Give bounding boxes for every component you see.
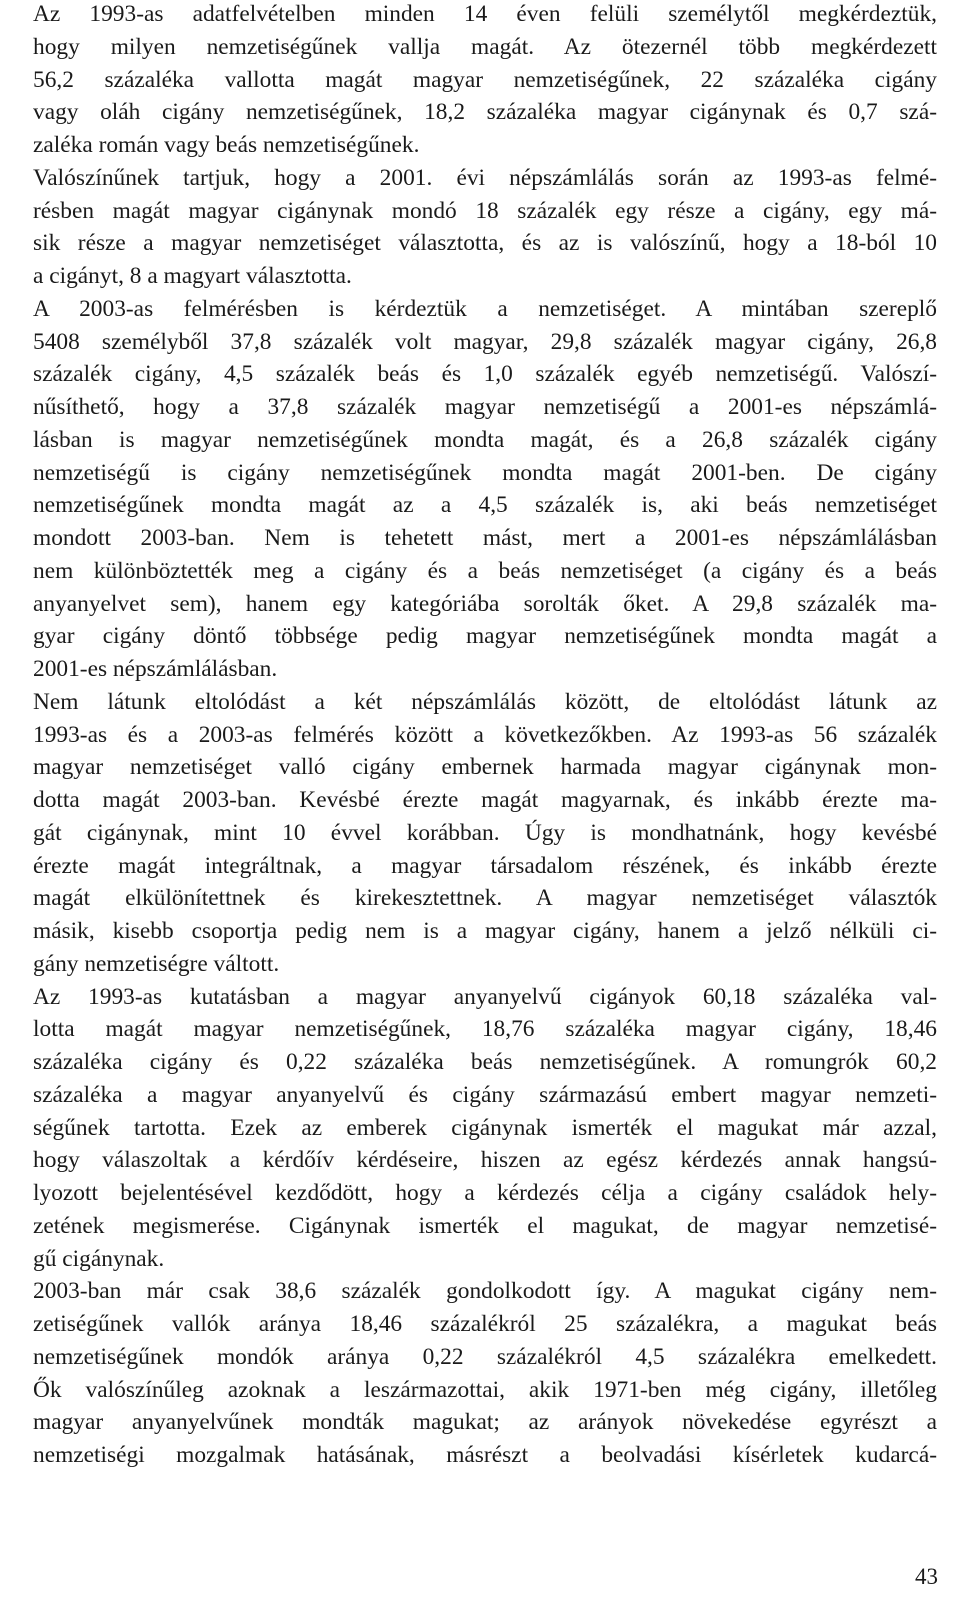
text-line: vagy oláh cigány nemzetiségűnek, 18,2 százaléka magyar cigánynak és 0,7 szá- bbox=[33, 99, 937, 126]
text-line: nemzetiségű is cigány nemzetiségűnek mondta magát 2001-ben. De cigány bbox=[33, 459, 937, 486]
text-line: 56,2 százaléka vallotta magát magyar nemzetiségűnek, 22 százaléka cigány bbox=[33, 66, 937, 93]
text-line: hogy válaszoltak a kérdőív kérdéseire, hiszen az egész kérdezés annak hangsú- bbox=[33, 1147, 937, 1174]
text-line: résben magát magyar cigánynak mondó 18 százalék egy része a cigány, egy má- bbox=[33, 197, 937, 224]
paragraph-4 bbox=[33, 686, 937, 981]
text-line: gyar cigány döntő többsége pedig magyar nemzetiségűnek mondta magát a bbox=[33, 623, 937, 650]
text-line: gány nemzetiségre váltott. bbox=[33, 950, 280, 977]
text-line: lyozott bejelentésével kezdődött, hogy a kérdezés célja a cigány családok hely- bbox=[33, 1180, 937, 1206]
text-line: nemzetiségi mozgalmak hatásának, másrészt a beolvadási kísérletek kudarcá- bbox=[33, 1442, 937, 1468]
text-line: lásban is magyar nemzetiségűnek mondta magát, és a 26,8 százalék cigány bbox=[33, 426, 937, 453]
text-line: 2003-ban már csak 38,6 százalék gondolkodott így. A magukat cigány nem- bbox=[33, 1278, 937, 1305]
text-line: magát elkülönítettnek és kirekesztettnek. A magyar nemzetiséget választók bbox=[33, 885, 937, 912]
text-line: gű cigánynak. bbox=[33, 1245, 165, 1272]
paragraph-5 bbox=[33, 981, 937, 1276]
text-line: hogy milyen nemzetiségűnek vallja magát. Az ötezernél több megkérdezett bbox=[33, 33, 937, 60]
text-line: nem különböztették meg a cigány és a beás nemzetiséget (a cigány és a beás bbox=[33, 557, 937, 584]
paragraph-1 bbox=[33, 0, 937, 162]
text-line: zaléka román vagy beás nemzetiségűnek. bbox=[33, 132, 420, 158]
text-line: Az 1993-as adatfelvételben minden 14 éven felüli személytől megkérdeztük, bbox=[33, 1, 937, 27]
text-line: dotta magát 2003-ban. Kevésbé érezte magát magyarnak, és inkább érezte ma- bbox=[33, 787, 937, 813]
text-line: százaléka cigány és 0,22 százaléka beás nemzetiségűnek. A romungrók 60,2 bbox=[33, 1049, 937, 1075]
text-line: Valószínűnek tartjuk, hogy a 2001. évi népszámlálás során az 1993-as felmé- bbox=[33, 164, 937, 191]
text-line: zetiségűnek vallók aránya 18,46 százalékról 25 százalékra, a magukat beás bbox=[33, 1311, 937, 1337]
text-line: mondott 2003-ban. Nem is tehetett mást, mert a 2001-es népszámlálásban bbox=[33, 525, 937, 551]
text-line: százalék cigány, 4,5 százalék beás és 1,0 százalék egyéb nemzetiségű. Valószí- bbox=[33, 361, 937, 388]
text-line: A 2003-as felmérésben is kérdeztük a nemzetiséget. A mintában szereplő bbox=[33, 295, 937, 322]
text-line: magyar nemzetiséget valló cigány embernek harmada magyar cigánynak mon- bbox=[33, 754, 937, 781]
text-line: másik, kisebb csoportja pedig nem is a magyar cigány, hanem a jelző nélküli ci- bbox=[33, 918, 937, 944]
paragraph-3 bbox=[33, 293, 937, 686]
text-line: gát cigánynak, mint 10 évvel korábban. Úgy is mondhatnánk, hogy kevésbé bbox=[33, 819, 937, 846]
text-line: százaléka a magyar anyanyelvű és cigány származású embert magyar nemzeti- bbox=[33, 1081, 937, 1108]
text-line: sik része a magyar nemzetiséget választotta, és az is valószínű, hogy a 18-ból 10 bbox=[33, 230, 937, 257]
text-line: anyanyelvet sem), hanem egy kategóriába sorolták őket. A 29,8 százalék ma- bbox=[33, 590, 937, 617]
text-line: érezte magát integráltnak, a magyar társadalom részének, és inkább érezte bbox=[33, 852, 937, 879]
text-line: ségűnek tartotta. Ezek az emberek cigánynak ismerték el magukat már azzal, bbox=[33, 1114, 937, 1141]
text-line: 5408 személyből 37,8 százalék volt magyar, 29,8 százalék magyar cigány, 26,8 bbox=[33, 328, 937, 355]
paragraph-2 bbox=[33, 162, 937, 293]
text-line: lotta magát magyar nemzetiségűnek, 18,76 százaléka magyar cigány, 18,46 bbox=[33, 1016, 937, 1043]
text-line: nemzetiségűnek mondók aránya 0,22 százalékról 4,5 százalékra emelkedett. bbox=[33, 1343, 937, 1370]
text-line: nűsíthető, hogy a 37,8 százalék magyar nemzetiségű a 2001-es népszámlá- bbox=[33, 394, 937, 420]
text-line: a cigányt, 8 a magyart választotta. bbox=[33, 263, 352, 289]
text-line: 1993-as és a 2003-as felmérés között a következőkben. Az 1993-as 56 százalék bbox=[33, 721, 937, 748]
paragraph-6 bbox=[33, 1275, 937, 1472]
page-number: 43 bbox=[915, 1564, 938, 1589]
text-body bbox=[33, 0, 937, 1472]
text-line: 2001-es népszámlálásban. bbox=[33, 656, 278, 682]
text-line: nemzetiségűnek mondta magát az a 4,5 százalék is, aki beás nemzetiséget bbox=[33, 492, 937, 519]
text-line: Az 1993-as kutatásban a magyar anyanyelvű cigányok 60,18 százaléka val- bbox=[33, 983, 937, 1010]
text-line: zetének megismerése. Cigánynak ismerték el magukat, de magyar nemzetisé- bbox=[33, 1212, 937, 1239]
text-line: magyar anyanyelvűnek mondták magukat; az arányok növekedése egyrészt a bbox=[33, 1409, 937, 1436]
text-line: Nem látunk eltolódást a két népszámlálás között, de eltolódást látunk az bbox=[33, 688, 937, 715]
text-line: Ők valószínűleg azoknak a leszármazottai, akik 1971-ben még cigány, illetőleg bbox=[33, 1376, 937, 1403]
